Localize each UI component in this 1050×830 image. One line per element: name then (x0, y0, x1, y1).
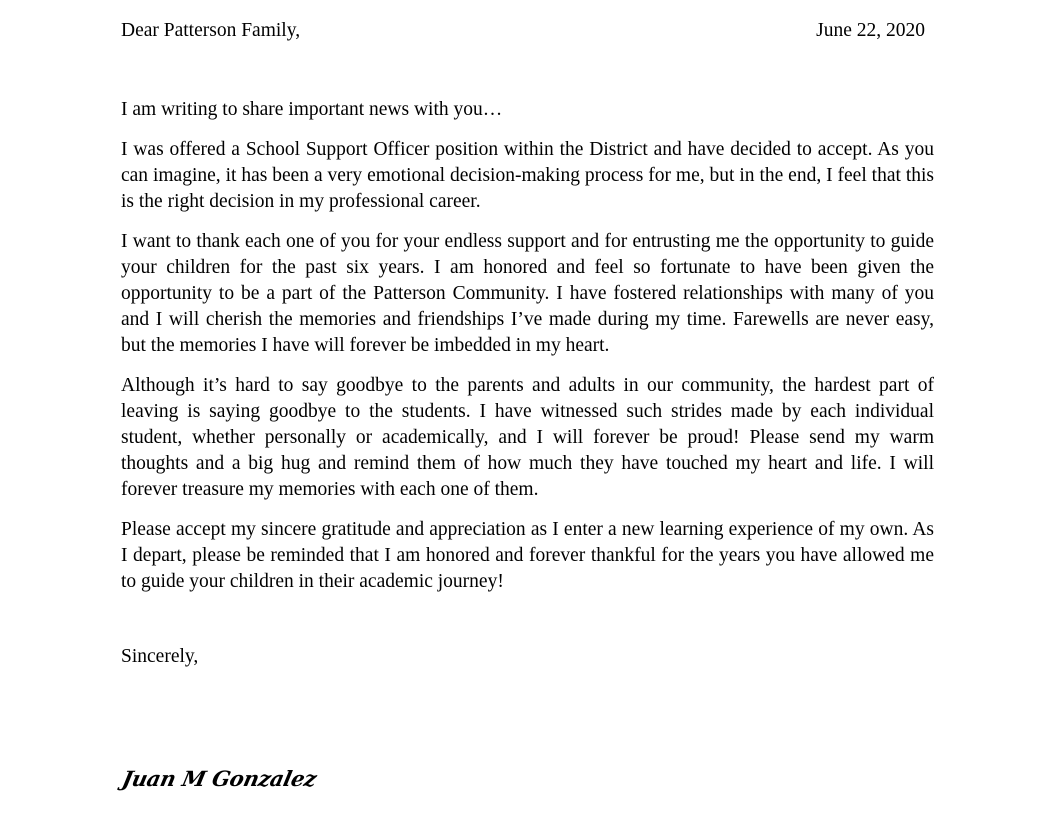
letter-date: June 22, 2020 (816, 20, 925, 41)
paragraph-gratitude: Please accept my sincere gratitude and appreciation as I enter a new learning experience of my own. As I depart, please be reminded that I am honored and forever thankful for the years you have allowed me to guide your children in their academic journey! (121, 519, 934, 592)
signature: Juan M Gonzalez (120, 766, 319, 791)
paragraph-students: Although it’s hard to say goodbye to the parents and adults in our community, the hardest part of leaving is saying goodbye to the students. I have witnessed such strides made by each individual student, whether personally or academically, and I will forever be proud! Please send my warm thoughts and a big hug and remind them of how much they have touched my heart and life. I will forever treasure my memories with each one of them. (121, 375, 934, 500)
paragraph-announcement: I was offered a School Support Officer position within the District and have decided to accept. As you can imagine, it has been a very emotional decision-making process for me, but in the end, I feel that this is the right decision in my professional career. (121, 139, 934, 212)
intro-line: I am writing to share important news with you… (121, 99, 503, 120)
letter-body (121, 18, 934, 670)
letter-header (121, 18, 925, 48)
closing: Sincerely, (121, 646, 199, 667)
paragraph-thanks: I want to thank each one of you for your endless support and for entrusting me the opportunity to guide your children for the past six years. I am honored and feel so fortunate to have been given the opportunity to be a part of the Patterson Community. I have fostered relationships with many of you and I will cherish the memories and friendships I’ve made during my time. Farewells are never easy, but the memories I have will forever be imbedded in my heart. (121, 231, 934, 356)
greeting: Dear Patterson Family, (121, 20, 301, 41)
